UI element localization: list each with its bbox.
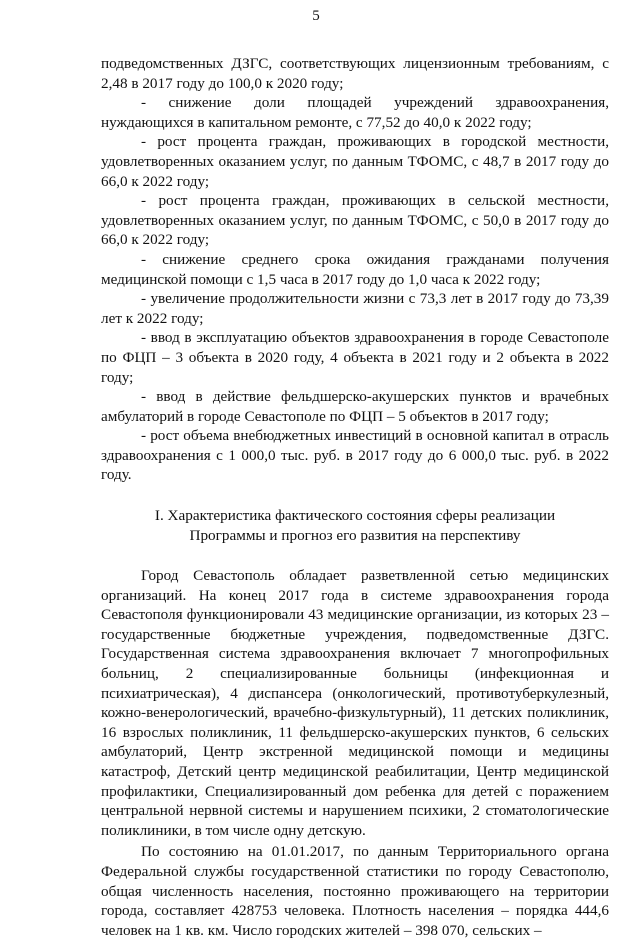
body-paragraph: По состоянию на 01.01.2017, по данным Территориального органа Федеральной службы государственной статистики по городу Севастополю, общая численность населения, постоянно проживающего на территории города, составляет 428753 человека. Плотность населения – порядка 444,6 человек на 1 кв. км. Число городских жителей – 398 070, сельских – <box>101 843 609 939</box>
document-body <box>101 54 609 940</box>
body-paragraph: Город Севастополь обладает разветвленной сетью медицинских организаций. На конец 2017 года в системе здравоохранения города Севастополя функционировали 43 медицинские организации, из которых 23 – государственные бюджетные учреждения, подведомственные ДЗГС. Государственная система здравоохранения включает 7 многопрофильных больниц, 2 специализированные больницы (инфекционная и психиатрическая), 4 диспансера (онкологический, противотуберкулезный, кожно-венерологический, врачебно-физкультурный), 11 детских поликлиник, 16 взрослых поликлиник, 11 фельдшерско-акушерских пунктов, 6 сельских амбулаторий, Центр экстренной медицинской помощи и медицины катастроф, Детский центр медицинской реабилитации, Центр медицинской профилактики, Специализированный дом ребенка для детей с поражением центральной нервной системы и нарушением психики, 2 стоматологические поликлиники, в том числе одну детскую. <box>101 567 609 839</box>
bullet-item: - рост процента граждан, проживающих в сельской местности, удовлетворенных оказанием услуг, по данным ТФОМС, с 50,0 в 2017 году до 66,0 к 2022 году; <box>101 192 609 249</box>
bullet-item: - увеличение продолжительности жизни с 73,3 лет в 2017 году до 73,39 лет к 2022 году; <box>101 290 609 327</box>
section-heading <box>101 506 609 546</box>
section-heading-line: Программы и прогноз его развития на перспективу <box>189 527 521 545</box>
bullet-item: - снижение среднего срока ожидания гражданами получения медицинской помощи с 1,5 часа в 2017 году до 1,0 часа к 2022 году; <box>101 250 609 288</box>
section-heading-line: I. Характеристика фактического состояния сферы реализации <box>154 507 556 525</box>
bullet-item: - снижение доли площадей учреждений здравоохранения, нуждающихся в капитальном ремонте, с 77,52 до 40,0 к 2022 году; <box>101 94 609 131</box>
bullet-item: - ввод в эксплуатацию объектов здравоохранения в городе Севастополе по ФЦП – 3 объекта в 2020 году, 4 объекта в 2021 году и 2 объекта в 2022 году; <box>101 329 609 386</box>
page-number: 5 <box>312 8 320 24</box>
intro-paragraph: подведомственных ДЗГС, соответствующих лицензионным требованиям, с 2,48 в 2017 году до 100,0 к 2020 году; <box>101 55 609 92</box>
bullet-item: - рост процента граждан, проживающих в городской местности, удовлетворенных оказанием услуг, по данным ТФОМС, с 48,7 в 2017 году до 66,0 к 2022 году; <box>101 133 609 190</box>
bullet-item: - ввод в действие фельдшерско-акушерских пунктов и врачебных амбулаторий в городе Севастополе по ФЦП – 5 объектов в 2017 году; <box>101 388 609 425</box>
bullet-item: - рост объема внебюджетных инвестиций в основной капитал в отрасль здравоохранения с 1 000,0 тыс. руб. в 2017 году до 6 000,0 тыс. руб. в 2022 году. <box>101 427 609 484</box>
